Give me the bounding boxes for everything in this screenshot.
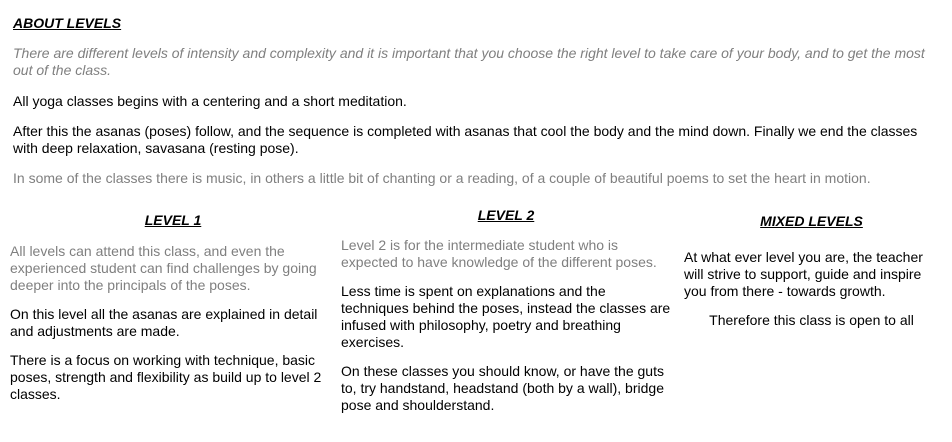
level-1-heading: LEVEL 1 [144,212,202,228]
centering-paragraph: All yoga classes begins with a centering and a short meditation. [13,93,407,109]
level-1-description: All levels can attend this class, and even the experienced student can find challenges by going deeper into the principals of the poses. [10,243,317,293]
about-levels-heading: ABOUT LEVELS [13,15,122,31]
level-2-detail: Less time is spent on explanations and the techniques behind the poses, instead the classes are infused with philosophy, poetry and breathing exercises. [341,283,671,350]
level-2-description: Level 2 is for the intermediate student who is expected to have knowledge of the different poses. [341,237,657,270]
level-2-heading: LEVEL 2 [477,207,535,223]
level-1-column [10,212,336,415]
mixed-levels-description: At what ever level you are, the teacher will strive to support, guide and inspire you from there - towards growth. [684,249,923,299]
level-1-detail: On this level all the asanas are explained in detail and adjustments are made. [10,306,318,339]
music-paragraph: In some of the classes there is music, in others a little bit of chanting or a reading, of a couple of beautiful poems to set the heart in motion. [13,170,871,186]
level-2-poses: On these classes you should know, or have the guts to, try handstand, headstand (both by a wall), bridge pose and shoulderstand. [341,363,664,413]
asanas-paragraph: After this the asanas (poses) follow, and the sequence is completed with asanas that cool the body and the mind down. Finally we end the classes with deep relaxation, savasana (resting pose). [13,123,918,156]
level-1-focus: There is a focus on working with technique, basic poses, strength and flexibility as build up to level 2 classes. [10,352,322,402]
intro-paragraph: There are different levels of intensity and complexity and it is important that you choose the right level to take care of your body, and to get the most out of the class. [13,45,925,78]
mixed-levels-open: Therefore this class is open to all [709,312,914,328]
mixed-levels-heading: MIXED LEVELS [760,213,863,229]
level-2-column [341,207,671,426]
mixed-levels-column [684,213,939,341]
